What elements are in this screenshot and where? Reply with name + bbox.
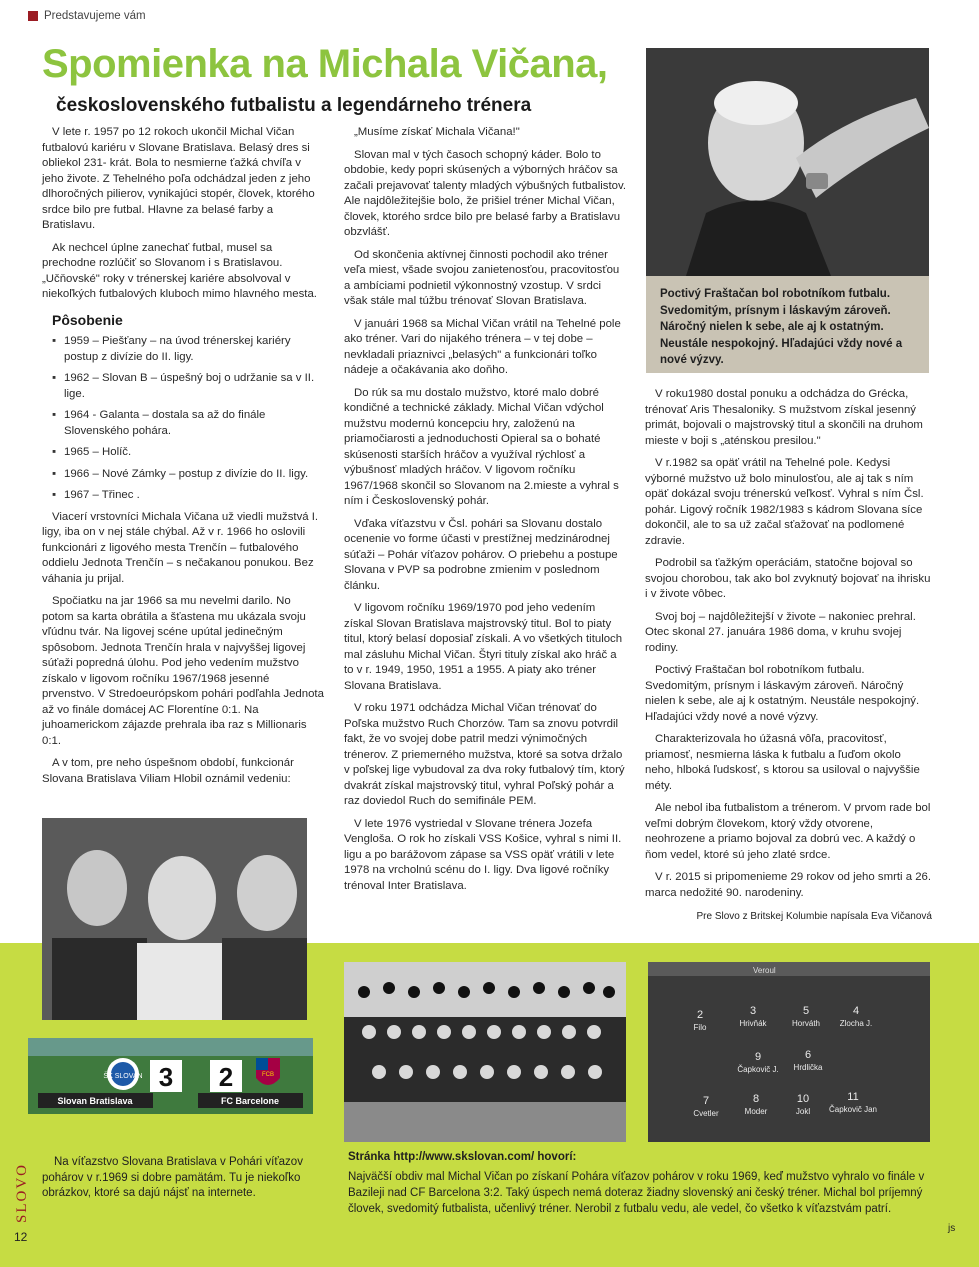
player-name: Moder [744,1107,768,1116]
scoreboard [28,1038,313,1114]
list-item: ▪ 1966 – Nové Zámky – postup z divízie do II. ligy. [52,467,324,483]
bottom-caption: Na víťazstvo Slovana Bratislava v Pohári víťazov pohárov v r.1969 si dobre pamätám. Tu je niekoľko obrázkov, ktoré sa dajú nájsť na internete. [42,1156,303,1199]
paragraph: V lete 1976 vystriedal v Slovane trénera Jozefa Vengloša. O rok ho získali VSS Košice, vyhral s nimi II. ligu a po barážovom zápase sa VSS opäť vrátili v lete 1978 na vrcholnú scénu do I. ligy. Dva ligové ročníky trénoval Inter Bratislava. [344,817,622,892]
celebration-illustration [42,818,307,1020]
away-score: 2 [218,1062,234,1092]
player-name: Hrdlička [793,1063,823,1072]
lineup-graphic [648,962,930,1142]
player-name: Jokl [795,1107,811,1116]
player-number: 8 [752,1093,760,1105]
scoreboard-graphic [28,1038,313,1114]
portrait-photo [646,48,929,276]
paragraph: Viacerí vrstovníci Michala Vičana už viedli mužstvá I. ligy, iba on v nej stále chýbal. Až v r. 1966 ho oslovili funkcionári z ligového mesta Trenčín – futbalového oddielu Jednota Trenčín – s nečakanou ponukou. Bez váhania ju prijal. [42,510,319,585]
player-name: Hrivňák [739,1019,767,1028]
web-source-text: Najväčší obdiv mal Michal Vičan po získaní Pohára víťazov pohárov v roku 1969, keď mužstvo vyhralo vo finále v Bazileji nad CF Barcelona 3:2. Taký úspech nemá doteraz žiadny slovenský ani český tréner. Michal bol príjemný človek, svedomitý futbalista, učenlivý tréner. Nerobil z futbalu vedu, ale vedel, čo všetko k víťazstvám patrí. [348,1171,925,1215]
quote: „Musíme získať Michala Vičana!" [354,126,520,138]
article-title: Spomienka na Michala Vičana, [42,42,608,86]
player-name: Cvetler [693,1109,719,1118]
player-number: 11 [847,1091,859,1103]
column-1 [42,125,324,794]
player-number: 3 [749,1005,757,1017]
lineup-board [648,962,930,1142]
paragraph: Poctivý Fraštačan bol robotníkom futbalu. Svedomitým, prísnym i láskavým zároveň. Náročný nielen k sebe, ale aj k ostatným. Neustále nespokojný. Hľadajúci vždy nové a nové výzvy. [645,664,920,723]
paragraph: V r.1982 sa opäť vrátil na Tehelné pole. Kedysi výborné mužstvo už bolo minulosťou, ale aj tak s ním opäť dokázal svoju trénerskú veľkosť. Vyhral s ním Čsl. pohár. Ligový ročník 1982/1983 s kádrom Slovana síce dokončil, ale to sa už začal sťažovať na podlomené zdravie. [645,457,924,547]
player-number: 10 [796,1093,810,1105]
column-2 [344,125,626,901]
paragraph: V lete r. 1957 po 12 rokoch ukončil Michal Vičan futbalovú kariéru v Slovane Bratislava. Belasý dres si obliekol 231- krát. Bola to nesmierne ťažká chvíľa v jeho živote. Z Tehelného poľa odchádzal jeden z jeho dlhoročných pilierov, vynikajúci stopér, človek, ktorého srdce bilo pre futbal. Hlavne za belasé farby a Bratislavu. [42,126,315,231]
section-heading: Pôsobenie [52,311,123,328]
paragraph: Svoj boj – najdôležitejší v živote – nakoniec prehral. Otec skonal 27. januára 1986 doma, v kruhu svojej rodiny. [645,610,916,654]
paragraph: Ak nechcel úplne zanechať futbal, musel sa prechodne rozlúčiť so Slovanom i s Bratislavou. „Učňovské" roky v trénerskej kariére absolvoval v niekoľkých futbalových kluboch mimo hlavného mesta. [42,241,317,300]
player-name: Filo [693,1023,707,1032]
home-team-name: Slovan Bratislava [57,1096,133,1106]
paragraph: A v tom, pre neho úspešnom období, funkcionár Slovana Bratislava Viliam Hlobil oznámil vedeniu: [42,757,294,785]
player-number: 5 [802,1005,810,1017]
celebration-photo [42,818,307,1020]
paragraph: Podrobil sa ťažkým operáciám, statočne bojoval so svojou chorobou, tak ako bol zvyknutý bojovať na ihrisku i v živote vôbec. [645,557,931,600]
list-item: ▪ 1965 – Holíč. [52,445,324,461]
paragraph: V roku 1971 odchádza Michal Vičan trénovať do Poľska mužstvo Ruch Chorzów. Tam sa znovu potvrdil fakt, že vo svojej dobe patril medzi výnimočných trénerov. Z priemerného mužstva, ktoré sa sotva držalo v poľskej lige vybudoval za dva roky futbalový tím, ktorý dvakrát získal majstrovský titul, vyhral Poľský pohár a raz doviedol Ruch do semifinále PEM. [344,702,625,807]
barcelona-badge-text: FCB [262,1072,274,1078]
paragraph: V r. 2015 si pripomenieme 29 rokov od jeho smrti a 26. marca nedožité 90. narodeniny. [645,871,932,899]
web-source-title: Stránka http://www.skslovan.com/ hovorí: [348,1151,577,1163]
page-number: 12 [14,1230,28,1244]
author-initials: js [948,1223,956,1234]
brand-text: Veroul [753,966,776,975]
player-number: 7 [702,1095,710,1107]
paragraph: V roku1980 dostal ponuku a odchádza do Grécka, trénovať Aris Thesaloniky. S mužstvom získal jesenný primát, bojovali o majstrovský titul a skončili na druhom mieste v boji s „aténskou presilou." [645,388,923,447]
paragraph: Vďaka víťazstvu v Čsl. pohári sa Slovanu dostalo ocenenie vo forme účasti v prestížnej medzinárodnej súťaži – Pohár víťazov pohárov. O priebehu a postupe Slovana v PVP sa podrobne zmienim v poslednom článku. [344,517,618,592]
list-item: ▪ 1962 – Slovan B – úspešný boj o udržanie sa v II. lige. [52,371,324,402]
player-number: 6 [804,1049,812,1061]
list-item: ▪ 1959 – Piešťany – na úvod trénerskej kariéry postup z divízie do II. ligy. [52,334,324,365]
paragraph: Slovan mal v tých časoch schopný káder. Bolo to obdobie, kedy popri skúsených a výborných hráčov sa začali prejavovať talenty mladých výbušných futbalistov. Ale najdôležitejšie bolo, že prišiel tréner Michal Vičan, človek, ktorého srdce bilo pre belasé farby a Bratislavu obzvlášť. [344,148,627,238]
portrait-illustration [646,48,929,276]
list-item: ▪ 1967 – Třinec . [52,488,324,504]
paragraph: Do rúk sa mu dostalo mužstvo, ktoré malo dobré kondičné a technické základy. Michal Vičan vdýchol mužstvu modernú koncepciu hry, založenú na priamočiarosti a jednoduchosti Opieral sa o bohaté skúsenosti starších hráčov a využíval rýchlosť a výbušnosť mladých hráčov. V ligovom ročníku 1967/1968 skončil so Slovanom na 2.mieste a vyhral s ním i Československý pohár. [344,386,619,507]
paragraph: Ale nebol iba futbalistom a trénerom. V prvom rade bol veľmi dobrým človekom, ktorý vždy otvorene, neohrozene a priamo bojoval za dobrú vec. A každý o ňom vedel, ktoré sú jeho zlaté srdce. [645,802,931,861]
paragraph: Od skončenia aktívnej činnosti pochodil ako tréner veľa miest, všade svojou zanietenosťou, pracovitosťou a ambíciami podnietil výkonnostný vzostup. V srdci však stále mal túžbu trénovať Slovan Bratislava. [344,248,620,307]
slovan-badge-text: ŠK SLOVAN [103,1073,143,1080]
logo-text: SLOVO [14,1162,30,1223]
player-name: Čapkovič Jan [828,1105,878,1114]
paragraph: V januári 1968 sa Michal Vičan vrátil na Tehelné pole ako tréner. Vari do nijakého trénera – v tej dobe – nevkladali priaznivci „belasých" a funkcionári toľko nádeje a očakávania ako doňho. [344,317,621,376]
section-label-text: Predstavujeme vám [44,10,146,22]
home-score: 3 [158,1062,174,1092]
career-list [52,334,324,504]
team-illustration [344,962,626,1142]
paragraph: V ligovom ročníku 1969/1970 pod jeho vedením získal Slovan Bratislava majstrovský titul. Bol to piaty titul, ktorý belasí doposiaľ získali. A vo všetkých tituloch mal zásluhu Michal Vičan. Štyri tituly získal ako hráč a to v r. 1949, 1950, 1951 a 1955. A piaty ako tréner Slovana Bratislava. [344,602,623,692]
byline: Pre Slovo z Britskej Kolumbie napísala Eva Vičanová [696,911,932,922]
player-number: 2 [696,1009,704,1021]
photo-caption: Poctivý Fraštačan bol robotníkom futbalu. Svedomitým, prísnym i láskavým zároveň. Náročný nielen k sebe, ale aj k ostatným. Neustále nespokojný. Hľadajúci vždy nové a nové výzvy. [646,276,929,373]
list-item: ▪ 1964 - Galanta – dostala sa až do finále Slovenského pohára. [52,408,324,439]
player-number: 9 [754,1051,762,1063]
player-number: 4 [852,1005,860,1017]
team-photo [344,962,626,1142]
player-name: Horváth [791,1019,821,1028]
column-3 [645,387,932,932]
section-marker [28,11,38,21]
article-subtitle: československého futbalistu a legendárneho trénera [56,95,532,116]
paragraph: Charakterizovala ho úžasná vôľa, pracovitosť, priamosť, nesmierna láska k futbalu a ľuďom okolo neho, hlboká ľudskosť, s ktorou sa usiloval o najvyššie méty. [645,733,920,792]
player-name: Zlocha J. [839,1019,873,1028]
slovo-logo [6,1155,34,1225]
player-name: Čapkovič J. [737,1065,779,1074]
section-label [28,10,146,22]
paragraph: Spočiatku na jar 1966 sa mu nevelmi darilo. No potom sa karta obrátila a šťastena mu ukázala svoju vľúdnu tvár. Na ligovej scéne upútal jedinečným spôsobom. Jednota Trenčín hrala v najvyššej ligovej súťaži popredná úlohu. Pod jeho vedením mužstvo získalo v ligovom ročníku 1967/1968 jesenné prvenstvo. V Stredoeurópskom pohári podľahla Jednota až vo finále domácej AC Florentíne 0:1. Na juhoamerickom zájazde prehrala iba raz s Millionaris 0:1. [42,595,324,747]
away-team-name: FC Barcelone [220,1096,280,1106]
